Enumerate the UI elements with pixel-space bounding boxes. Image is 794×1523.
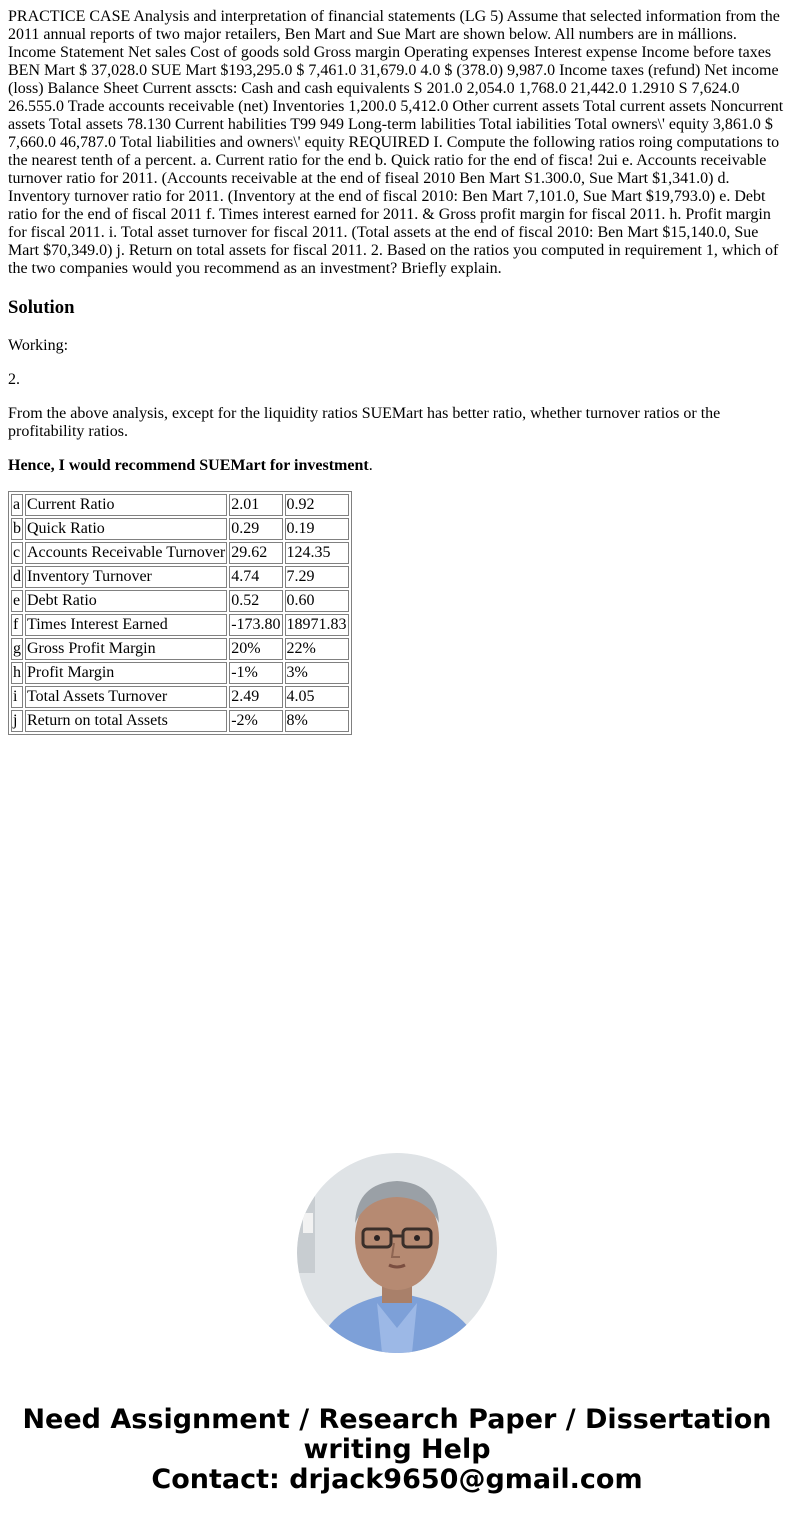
ben-mart-value: -173.80 [229, 614, 282, 636]
ratio-name: Total Assets Turnover [25, 686, 227, 708]
ratio-name: Times Interest Earned [25, 614, 227, 636]
ben-mart-value: 2.49 [229, 686, 282, 708]
question-text: PRACTICE CASE Analysis and interpretation of financial statements (LG 5) Assume that selected information from the 2011 annual reports of two major retailers, Ben Mart and Sue Mart are shown below. All numbers are in mállions. Income Statement Net sales Cost of goods sold Gross margin Operating expenses Interest expense Income before taxes BEN Mart $ 37,028.0 SUE Mart $193,295.0 $ 7,461.0 31,679.0 4.0 $ (378.0) 9,987.0 Income taxes (refund) Net income (loss) Balance Sheet Current asscts: Cash and cash equivalents S 201.0 2,054.0 1,768.0 21,442.0 1.2910 S 7,624.0 26.555.0 Trade accounts receivable (net) Inventories 1,200.0 5,412.0 Other current assets Total current assets Noncurrent assets Total assets 78.130 Current habilities T99 949 Long-term labilities Total iabilities Total owners\' equity 3,861.0 $ 7,660.0 46,787.0 Total liabilities and owners\' equity REQUIRED I. Compute the following ratios roing computations to the nearest tenth of a percent. a. Current ratio for the end b. Quick ratio for the end of fisca! 2ui e. Accounts receivable turnover ratio for 2011. (Accounts receivable at the end of fiseal 2010 Ben Mart S1.300.0, Sue Mart $1,341.0) d. Inventory turnover ratio for 2011. (Inventory at the end of fiscal 2010: Ben Mart 7,101.0, Sue Mart $19,793.0) e. Debt ratio for the end of fiscal 2011 f. Times interest earned for 2011. & Gross profit margin for fiscal 2011. h. Profit margin for fiscal 2011. i. Total asset turnover for fiscal 2011. (Total assets at the end of fiscal 2010: Ben Mart $15,140.0, Sue Mart $70,349.0) j. Return on total assets for fiscal 2011. 2. Based on the ratios you computed in requirement 1, which of the two companies would you recommend as an investment? Briefly explain. [8, 8, 784, 277]
ratio-name: Quick Ratio [25, 518, 227, 540]
ratio-name: Debt Ratio [25, 590, 227, 612]
avatar [297, 1153, 497, 1353]
table-row [11, 494, 349, 516]
sue-mart-value: 8% [285, 710, 349, 732]
ratio-letter: b [11, 518, 23, 540]
sue-mart-value: 3% [285, 662, 349, 684]
ben-mart-value: 4.74 [229, 566, 282, 588]
table-row [11, 590, 349, 612]
sue-mart-value: 22% [285, 638, 349, 660]
sue-mart-value: 4.05 [285, 686, 349, 708]
ben-mart-value: 0.29 [229, 518, 282, 540]
ben-mart-value: -1% [229, 662, 282, 684]
banner-line-3: Contact: drjack9650@gmail.com [151, 1464, 643, 1495]
banner-line-1: Need Assignment / Research Paper / Dissertation [22, 1404, 772, 1435]
sue-mart-value: 7.29 [285, 566, 349, 588]
avatar-portrait [297, 1153, 497, 1353]
part-number: 2. [8, 371, 20, 388]
ratio-name: Current Ratio [25, 494, 227, 516]
ratio-name: Inventory Turnover [25, 566, 227, 588]
ratio-letter: a [11, 494, 23, 516]
sue-mart-value: 0.92 [285, 494, 349, 516]
ratio-name: Return on total Assets [25, 710, 227, 732]
ratio-letter: h [11, 662, 23, 684]
ratio-letter: i [11, 686, 23, 708]
ratio-letter: f [11, 614, 23, 636]
working-label: Working: [8, 337, 69, 354]
sue-mart-value: 124.35 [285, 542, 349, 564]
table-row [11, 662, 349, 684]
table-row [11, 686, 349, 708]
recommendation [8, 457, 786, 475]
author-section [0, 1153, 794, 1353]
table-row [11, 518, 349, 540]
ratio-name: Accounts Receivable Turnover [25, 542, 227, 564]
ben-mart-value: -2% [229, 710, 282, 732]
sue-mart-value: 0.60 [285, 590, 349, 612]
table-row [11, 638, 349, 660]
sue-mart-value: 18971.83 [285, 614, 349, 636]
analysis-text: From the above analysis, except for the liquidity ratios SUEMart has better ratio, whether turnover ratios or the profitability ratios. [8, 405, 721, 440]
ben-mart-value: 0.52 [229, 590, 282, 612]
ratio-letter: g [11, 638, 23, 660]
ratios-table-body [11, 494, 349, 732]
ratio-name: Gross Profit Margin [25, 638, 227, 660]
table-row [11, 710, 349, 732]
ratio-letter: d [11, 566, 23, 588]
ratio-name: Profit Margin [25, 662, 227, 684]
ratios-table [8, 491, 352, 735]
ben-mart-value: 20% [229, 638, 282, 660]
table-row [11, 614, 349, 636]
page-content [0, 0, 794, 735]
solution-heading: Solution [8, 297, 75, 318]
recommendation-end: . [368, 457, 373, 474]
sue-mart-value: 0.19 [285, 518, 349, 540]
recommendation-bold: Hence, I would recommend SUEMart for investment [8, 457, 369, 474]
table-row [11, 542, 349, 564]
table-row [11, 566, 349, 588]
ratio-letter: c [11, 542, 23, 564]
ratio-letter: e [11, 590, 23, 612]
ben-mart-value: 2.01 [229, 494, 282, 516]
contact-banner [0, 1405, 794, 1495]
banner-line-2: writing Help [303, 1434, 491, 1465]
ratio-letter: j [11, 710, 23, 732]
ben-mart-value: 29.62 [229, 542, 282, 564]
